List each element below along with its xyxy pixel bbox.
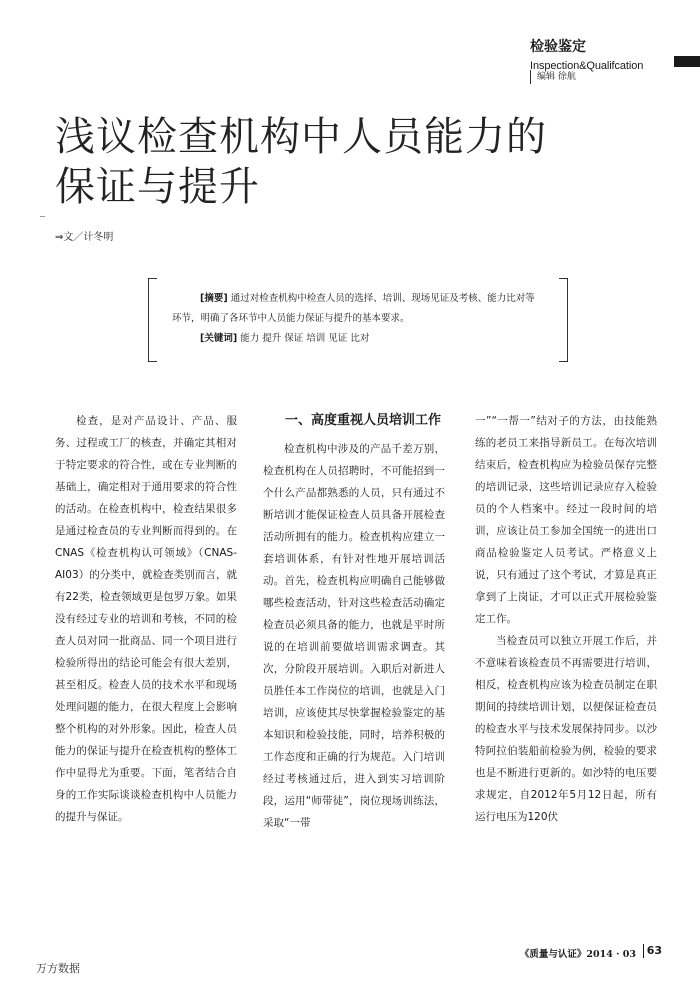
editor-credit: 编辑 徐航 [530, 70, 576, 84]
section-subtitle-row [530, 54, 700, 72]
article-title-line-1: 浅议检查机构中人员能力的 [55, 114, 547, 160]
body-column-1 [55, 410, 237, 828]
page-number: 63 [646, 944, 662, 957]
abstract-text: 通过对检查机构中检查人员的选择、培训、现场见证及考核、能力比对等环节，明确了各环节中人员能力保证与提升的基本要求。 [172, 293, 535, 324]
keywords-line [200, 329, 369, 349]
section-title: 检验鉴定 [530, 39, 586, 55]
body-paragraph: 一”“一帮一”结对子的方法，由技能熟练的老员工来指导新员工。在每次培训结束后，检查机构应为检验员保存完整的培训记录，这些培训记录应存入检验员的个人档案中。经过一段时间的培训，应该让员工参加全国统一的进出口商品检验鉴定人员考试。严格意义上说，只有通过了这个考试，才算是真正拿到了上岗证，才可以正式开展检验鉴定工作。 [475, 415, 657, 625]
body-paragraph: 检查，是对产品设计、产品、服务、过程或工厂的核查，并确定其相对于特定要求的符合性，或在专业判断的基础上，确定相对于通用要求的符合性的活动。在检查机构中，检查结果很多是通过检查员的专业判断而得到的。在CNAS《检查机构认可领域》（CNAS-AI03）的分类中，就检查类别而言，就有22类，检查领域更是包罗万象。如果没有经过专业的培训和考核，不同的检查人员对同一批商品、同一个项目进行检验所得出的结论可能会有很大差别，甚至相反。检查人员的技术水平和现场处理问题的能力，在很大程度上会影响整个机构的对外形象。因此，检查人员能力的保证与提升在检查机构的整体工作中显得尤为重要。下面，笔者结合自身的工作实际谈谈检查机构中人员能力的提升与保证。 [55, 415, 237, 823]
article-title-line-2: 保证与提升 [55, 164, 260, 210]
article-title [55, 112, 547, 212]
body-column-3 [475, 410, 657, 828]
abstract-paragraph [172, 289, 544, 329]
keywords-text: 能力 提升 保证 培训 见证 比对 [240, 333, 370, 344]
section-heading: 一、高度重视人员培训工作 [285, 413, 442, 428]
keywords-label: [关键词] [200, 333, 238, 344]
body-column-2 [263, 410, 445, 834]
section-subtitle: Inspection&Qualifcation [530, 60, 644, 72]
watermark: 万方数据 [36, 962, 80, 975]
abstract-label: [摘要] [200, 293, 228, 304]
body-paragraph: 检查机构中涉及的产品千差万别，检查机构在人员招聘时，不可能招到一个什么产品都熟悉的人员，只有通过不断培训才能保证检查人员具备开展检查活动所拥有的能力。检查机构应建立一套培训体系，有针对性地开展培训活动。首先，检查机构应明确自己能够做哪些检查活动，针对这些检查活动确定检查员必须具备的能力，也就是平时所说的在培训前要做培训需求调查。其次，分阶段开展培训。入职后对新进人员胜任本工作岗位的培训，也就是入门培训，应该使其尽快掌握检验鉴定的基本知识和检验技能，同时，培养积极的工作态度和正确的行为规范。入门培训经过考核通过后，进入到实习培训阶段，运用“师带徒”，岗位现场训练法，采取“一带 [263, 443, 445, 829]
body-paragraph: 当检查员可以独立开展工作后，并不意味着该检查员不再需要进行培训，相反，检查机构应该为检查员制定在职期间的持续培训计划，以便保证检查员的检查水平与技术发展保持同步。以沙特阿拉伯装船前检验为例，检验的要求也是不断进行更新的。如沙特的电压要求规定，自2012年5月12日起，所有运行电压为120伏 [475, 635, 657, 823]
footer-separator [643, 944, 644, 958]
journal-citation: 《质量与认证》2014 · 03 [519, 949, 636, 960]
abstract-bracket-right [559, 278, 568, 362]
abstract-box [148, 278, 568, 358]
abstract-bracket-left [148, 278, 157, 362]
title-mark [40, 216, 45, 217]
section-bar-decoration [674, 56, 700, 67]
author-byline: ⇒文／计冬明 [55, 232, 114, 243]
